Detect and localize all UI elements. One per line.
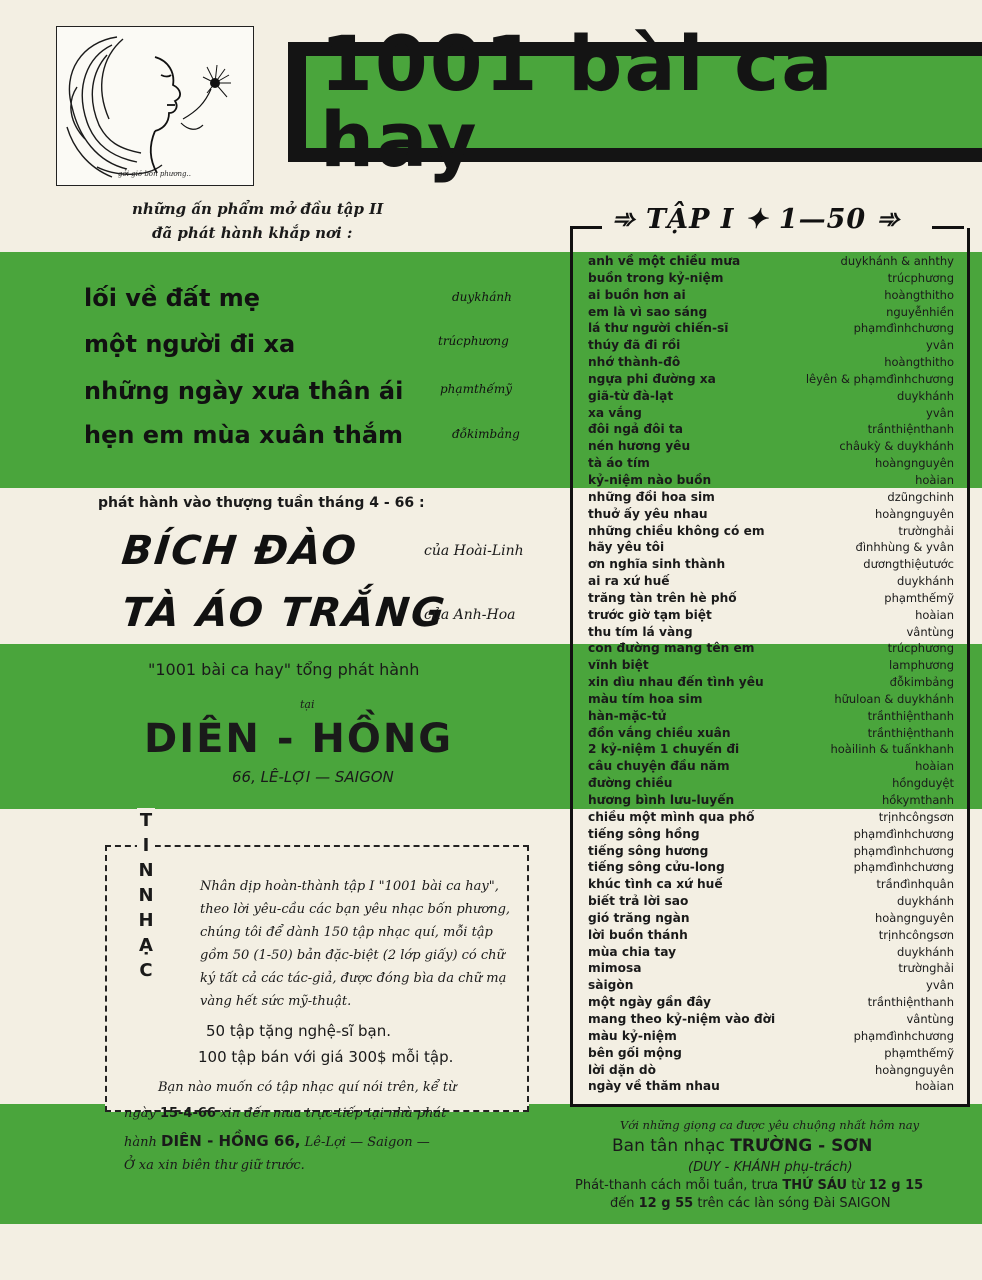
song-author: trầnđìnhquân <box>876 877 954 892</box>
song-author: hữuloan & duykhánh <box>834 691 954 706</box>
song-title: mùa chia tay <box>588 944 677 959</box>
list-item <box>588 573 954 590</box>
news-paragraph: Nhân dịp hoàn-thành tập I "1001 bài ca hay", theo lời yêu-cầu các bạn yêu nhạc bốn phương, chúng tôi để dành 150 tập nhạc quí, mỗi tập gồm 50 (1-50) bản đặc-biệt (2 lớp giấy) có chữ ký tất cả các tác-giả, được đóng bìa da chữ mạ vàng hết sức mỹ-thuật. <box>200 879 511 1009</box>
list-item <box>588 607 954 624</box>
song-author: hoàngnguyên <box>874 1062 954 1077</box>
song-title: hàn-mặc-tử <box>588 708 667 723</box>
song-title: xa vắng <box>588 405 642 420</box>
news-bottom-line-c <box>124 1132 430 1150</box>
list-item <box>588 523 954 540</box>
song-author: trườnghải <box>898 523 954 538</box>
song-author: nguyễnhiền <box>886 304 954 319</box>
list-item <box>588 741 954 758</box>
song-title: màu tím hoa sim <box>588 691 703 706</box>
distributor-line: "1001 bài ca hay" tổng phát hành <box>148 660 420 679</box>
list-item <box>588 354 954 371</box>
list-item <box>588 1062 954 1079</box>
news-letter: H <box>138 910 154 931</box>
list-item <box>588 320 954 337</box>
title-banner <box>288 19 982 184</box>
list-item <box>588 657 954 674</box>
news-bottom-c-name: DIÊN - HỒNG 66, <box>161 1132 301 1150</box>
song-author: đỗkimbảng <box>889 675 954 690</box>
list-item <box>588 910 954 927</box>
song-title: anh về một chiều mưa <box>588 254 741 268</box>
radio-sched-to: 12 g 55 <box>638 1196 694 1211</box>
song-author: dươngthiệutước <box>863 557 954 572</box>
song-author: trúcphương <box>887 641 954 656</box>
song-author: hoàian <box>915 759 954 774</box>
list-header: ➾ TẬP I ✦ 1—50 ➾ <box>602 204 910 235</box>
list-item <box>588 472 954 489</box>
list-item <box>588 775 954 792</box>
song-author: hoàian <box>915 472 954 487</box>
song-title: tà áo tím <box>588 456 650 471</box>
news-offer-2: 100 tập bán với giá 300$ mỗi tập. <box>198 1048 454 1066</box>
list-item <box>588 455 954 472</box>
song-title: hãy yêu tôi <box>588 540 665 555</box>
song-title: tiếng sông hương <box>588 843 709 858</box>
radio-name: TRƯỜNG - SƠN <box>730 1136 873 1156</box>
radio-sched-tail: trên các làn sóng Đài SAIGON <box>697 1196 891 1211</box>
list-item <box>588 371 954 388</box>
radio-sched-to-word: đến <box>610 1196 635 1211</box>
song-title: ai buồn hơn ai <box>588 287 686 302</box>
list-border-right <box>932 226 964 229</box>
woman-flower-illustration <box>57 27 253 185</box>
title-inner <box>306 19 982 184</box>
song-author: vântùng <box>906 1011 954 1026</box>
song-author: yvân <box>926 405 954 420</box>
list-item <box>588 674 954 691</box>
song-author: duykhánh <box>897 388 954 403</box>
list-item <box>588 725 954 742</box>
list-item <box>588 691 954 708</box>
song-list <box>588 253 954 1095</box>
song-title: thuở ấy yêu nhau <box>588 506 708 521</box>
song-author: đìnhhùng & yvân <box>855 540 954 555</box>
list-item <box>588 489 954 506</box>
song-author: trầnthiệnthanh <box>867 995 954 1010</box>
song-title: màu kỷ-niệm <box>588 1028 677 1043</box>
upcoming-title: BÍCH ĐÀO <box>119 528 361 574</box>
song-author: duykhánh & anhthy <box>840 254 954 268</box>
song-author: phạmđìnhchương <box>853 826 954 841</box>
news-offer-1: 50 tập tặng nghệ-sĩ bạn. <box>206 1022 392 1040</box>
song-author: hồkymthanh <box>881 793 954 807</box>
song-title: trăng tàn trên hè phố <box>588 590 737 605</box>
song-author: phạmđìnhchương <box>853 860 954 875</box>
song-title: con đường mang tên em <box>588 641 755 656</box>
song-author: duykhánh <box>897 944 954 959</box>
list-item <box>588 792 954 809</box>
featured-song-author: phạmthếmỹ <box>440 382 513 396</box>
song-title: kỷ-niệm nào buồn <box>588 472 712 487</box>
featured-song-author: duykhánh <box>452 290 512 304</box>
song-title: trước giờ tạm biệt <box>588 607 712 622</box>
list-item <box>588 994 954 1011</box>
news-letter: N <box>138 885 154 906</box>
song-title: ơn nghĩa sinh thành <box>588 557 726 572</box>
song-author: trầnthiệnthanh <box>867 725 954 740</box>
magazine-title: 1001 bài ca hay <box>320 19 835 184</box>
song-title: câu chuyện đầu năm <box>588 759 730 774</box>
list-item <box>588 1028 954 1045</box>
song-title: biết trả lời sao <box>588 894 689 909</box>
distributor-tai: tại <box>300 698 315 711</box>
song-author: hồngduyệt <box>892 776 954 791</box>
song-title: mimosa <box>588 961 642 976</box>
list-item <box>588 944 954 961</box>
featured-song-title: lối về đất mẹ <box>84 284 261 312</box>
list-item <box>588 539 954 556</box>
song-title: những đồi hoa sim <box>588 489 715 504</box>
radio-sched-day: THỨ SÁU <box>782 1178 848 1193</box>
news-bottom-a: Bạn nào muốn có tập nhạc quí nói trên, kể từ <box>158 1080 457 1095</box>
list-item <box>588 590 954 607</box>
featured-song-title: hẹn em mùa xuân thắm <box>84 421 404 449</box>
list-item <box>588 556 954 573</box>
featured-song-author: đỗkimbảng <box>452 427 520 441</box>
featured-song-title: một người đi xa <box>84 330 296 358</box>
song-author: phạmthếmỹ <box>884 1045 954 1060</box>
list-item <box>588 876 954 893</box>
song-title: một ngày gần đây <box>588 995 711 1010</box>
song-title: nén hương yêu <box>588 439 691 454</box>
song-author: châukỳ & duykhánh <box>839 439 954 454</box>
list-item <box>588 927 954 944</box>
list-item <box>588 388 954 405</box>
list-item <box>588 405 954 422</box>
list-item <box>588 624 954 641</box>
song-title: ngựa phi đường xa <box>588 371 716 386</box>
song-author: hoàngthitho <box>884 355 954 370</box>
list-item <box>588 438 954 455</box>
song-title: chiều một mình qua phố <box>588 809 755 824</box>
song-author: lêyên & phạmđìnhchương <box>805 371 954 386</box>
news-letter: N <box>138 860 154 881</box>
news-bottom-line-b <box>124 1106 446 1121</box>
song-title: em là vì sao sáng <box>588 304 708 319</box>
list-item <box>588 270 954 287</box>
news-letter: I <box>142 835 150 856</box>
news-bottom-b1: ngày <box>124 1106 156 1121</box>
song-author: vântùng <box>906 624 954 639</box>
song-title: lời buồn thánh <box>588 927 688 942</box>
upcoming-author: của Hoài-Linh <box>424 543 524 559</box>
song-title: những chiều không có em <box>588 523 765 538</box>
song-title: hương bình lưu-luyến <box>588 793 735 807</box>
song-author: hoàngnguyên <box>874 910 954 925</box>
song-title: tiếng sông cửu-long <box>588 860 725 875</box>
list-item <box>588 893 954 910</box>
portrait-illustration <box>56 26 254 186</box>
song-author: hoàilinh & tuấnkhanh <box>830 742 954 757</box>
song-author: trúcphương <box>887 270 954 285</box>
song-author: trịnhcôngsơn <box>878 809 954 824</box>
radio-intro: Với những giọng ca được yêu chuộng nhất hôm nay <box>620 1118 920 1132</box>
list-item <box>588 977 954 994</box>
song-author: hoàngnguyên <box>874 506 954 521</box>
radio-schedule-2 <box>610 1196 891 1211</box>
upcoming-author: của Anh-Hoa <box>424 607 516 623</box>
song-author: trườnghải <box>898 961 954 976</box>
song-author: trịnhcôngsơn <box>878 927 954 942</box>
song-title: thu tím lá vàng <box>588 624 693 639</box>
list-item <box>588 758 954 775</box>
news-bottom-c1: hành <box>124 1135 157 1150</box>
news-bottom-b2: xin đến mua trực-tiếp tại nhà phát <box>220 1106 447 1121</box>
song-title: ngày về thăm nhau <box>588 1079 720 1094</box>
radio-prefix: Ban tân nhạc <box>612 1136 725 1156</box>
radio-name-line <box>612 1136 872 1156</box>
song-author: trầnthiệnthanh <box>867 708 954 723</box>
radio-manager: (DUY - KHÁNH phụ-trách) <box>688 1160 853 1175</box>
list-item <box>588 859 954 876</box>
song-title: đôi ngả đôi ta <box>588 422 683 437</box>
song-title: gió trăng ngàn <box>588 910 690 925</box>
list-border-left <box>570 226 602 229</box>
news-bottom-d: Ở xa xin biên thư giữ trước. <box>124 1158 305 1173</box>
song-author: phạmđìnhchương <box>853 1028 954 1043</box>
release-line: phát hành vào thượng tuần tháng 4 - 66 : <box>98 495 425 511</box>
list-item <box>588 506 954 523</box>
song-title: nhớ thành-đô <box>588 355 681 370</box>
song-title: bên gối mộng <box>588 1045 682 1060</box>
list-item <box>588 304 954 321</box>
song-author: yvân <box>926 338 954 353</box>
song-title: vĩnh biệt <box>588 658 649 673</box>
song-author: phạmđìnhchương <box>853 321 954 336</box>
song-author: trầnthiệnthanh <box>867 422 954 437</box>
news-bottom-c2: Lê-Lợi — Saigon — <box>304 1135 430 1150</box>
song-title: xin dìu nhau đến tình yêu <box>588 675 764 690</box>
featured-song-author: trúcphương <box>438 334 509 348</box>
news-letter: C <box>139 960 153 981</box>
radio-sched-from: 12 g 15 <box>868 1178 924 1193</box>
song-title: lá thư người chiến-sĩ <box>588 321 729 336</box>
song-author: dzũngchinh <box>887 489 954 504</box>
list-item <box>588 826 954 843</box>
list-item <box>588 253 954 270</box>
song-title: đồn vắng chiều xuân <box>588 725 731 740</box>
song-title: mang theo kỷ-niệm vào đời <box>588 1011 776 1026</box>
distributor-name: DIÊN - HỒNG <box>144 716 454 762</box>
list-item <box>588 708 954 725</box>
song-title: buồn trong kỷ-niệm <box>588 270 724 285</box>
list-item <box>588 337 954 354</box>
song-title: thúy đã đi rồi <box>588 338 681 353</box>
list-item <box>588 1011 954 1028</box>
radio-sched-a: Phát-thanh cách mỗi tuần, trưa <box>575 1178 779 1193</box>
list-item <box>588 287 954 304</box>
song-title: lời dặn dò <box>588 1062 656 1077</box>
song-author: hoàian <box>915 1079 954 1094</box>
song-title: 2 kỷ-niệm 1 chuyến đi <box>588 742 740 757</box>
song-title: khúc tình ca xứ huế <box>588 877 723 892</box>
song-title: sàigòn <box>588 978 634 993</box>
upcoming-title: TÀ ÁO TRẮNG <box>119 590 449 636</box>
song-author: hoàngthitho <box>884 287 954 302</box>
list-item <box>588 843 954 860</box>
list-item <box>588 421 954 438</box>
list-item <box>588 1045 954 1062</box>
list-item <box>588 640 954 657</box>
radio-sched-from-word: từ <box>851 1178 865 1193</box>
song-title: ai ra xứ huế <box>588 574 670 589</box>
intro-line-1: những ấn phẩm mở đầu tập II <box>132 200 384 218</box>
song-title: tiếng sông hồng <box>588 826 700 841</box>
song-title: giã-từ đà-lạt <box>588 388 674 403</box>
portrait-caption: gởi gió bốn phương.. <box>118 170 191 178</box>
song-author: lamphương <box>889 658 954 673</box>
radio-schedule-1 <box>575 1178 923 1193</box>
news-bottom-date: 15-4-66 <box>159 1106 216 1121</box>
intro-line-2: đã phát hành khắp nơi : <box>152 224 353 242</box>
song-author: phạmđìnhchương <box>853 843 954 858</box>
song-author: hoàian <box>915 607 954 622</box>
song-author: yvân <box>926 978 954 993</box>
song-author: hoàngnguyên <box>874 456 954 471</box>
list-item <box>588 960 954 977</box>
news-letter: T <box>139 810 153 831</box>
news-vertical-label <box>137 808 155 983</box>
news-letter: Ạ <box>139 935 153 956</box>
song-author: duykhánh <box>897 894 954 909</box>
distributor-address: 66, LÊ-LỢI — SAIGON <box>232 768 394 786</box>
song-author: duykhánh <box>897 574 954 589</box>
song-author: phạmthếmỹ <box>884 590 954 605</box>
list-item <box>588 809 954 826</box>
song-title: đường chiều <box>588 776 673 791</box>
featured-song-title: những ngày xưa thân ái <box>84 377 404 405</box>
list-item <box>588 1078 954 1095</box>
